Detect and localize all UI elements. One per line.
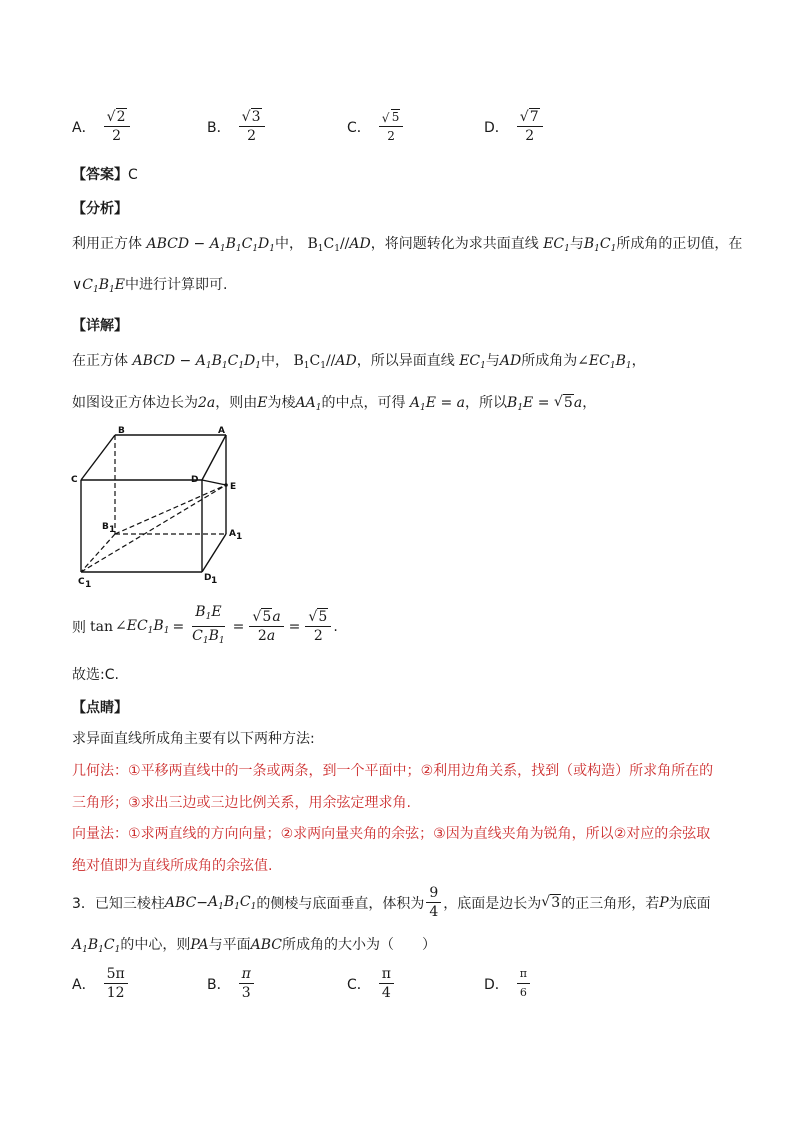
label-e: E: [230, 482, 237, 492]
detail-line-1: 在正方体 ABCD − $A_1B_1C_1D_1$中， $B_1C_1//AD$，所以异面直线 $EC_1$与AD所成角为$\angle EC_1B_1$，: [72, 353, 646, 371]
q2-option-c: C． √ $\frac{5}{2}$: [347, 108, 405, 145]
comment-line-1: 求异面直线所成角主要有以下两种方法:: [72, 731, 315, 747]
q3-option-c: C． $\frac{\pi}{4}$: [347, 965, 396, 1002]
point-e: [224, 483, 228, 487]
edge-d1-a1: [202, 534, 226, 572]
comment-line-3: 三角形；③求出三边或三边比例关系，用余弦定理求角.: [72, 795, 412, 811]
svg-text:1: 1: [236, 532, 243, 542]
analysis-line-1: 利用正方体 ABCD − $A_1B_1C_1D_1$中， $B_1C_1//AD$，将问题转化为求共面直线 $EC_1$与$B_1C_1$所成角的正切值，在: [72, 236, 743, 254]
label-d: D: [191, 475, 199, 485]
q2-option-b: B． √ $\frac{3}{2}$: [207, 108, 267, 145]
comment-tag: 【点睛】: [72, 700, 128, 716]
q3-option-b: B． $\frac{\pi}{3}$: [207, 965, 256, 1002]
edge-c-b: [81, 435, 115, 480]
label-a1: A: [229, 529, 236, 539]
detail-tag: 【详解】: [72, 318, 128, 334]
edge-d-e: [202, 480, 226, 485]
tan-formula: 则 tan $\angle EC_1B_1$ = $\frac{B_1E}{C_1B_1}$ = √ $\frac{5a}{2a}$ = √ $\frac{5}{2}$ .: [72, 603, 338, 650]
edge-b1-e-hidden: [115, 485, 226, 534]
label-c1: C: [78, 577, 85, 587]
label-c: C: [71, 475, 78, 485]
comment-line-4: 向量法：①求两直线的方向向量；②求两向量夹角的余弦；③因为直线夹角为锐角，所以②对应的余弦取: [72, 826, 711, 842]
analysis-line-2: $\vee C_1B_1E$中进行计算即可.: [72, 277, 228, 295]
q3-line-2: $A_1B_1C_1$的中心，则PA与平面ABC所成角的大小为（ ）: [72, 937, 436, 955]
q3-option-a: A． $\frac{5\pi}{12}$: [72, 965, 130, 1002]
q3-line-1: 3． 已知三棱柱 ABC − $A_1B_1C_1$ 的侧棱与底面垂直，体积为 $\frac{9}{4}$ ，底面是边长为 √ 3 的正三角形，若 P 为底面: [72, 884, 711, 921]
q2-option-d: D． √ $\frac{7}{2}$: [484, 108, 545, 145]
svg-text:1: 1: [109, 525, 116, 535]
analysis-tag: 【分析】: [72, 201, 128, 217]
label-d1: D: [204, 573, 212, 583]
label-a: A: [218, 426, 225, 436]
answer-value: C: [128, 167, 138, 183]
svg-text:1: 1: [85, 580, 92, 590]
detail-line-2: 如图设正方体边长为2a，则由E为棱$AA_1$的中点，可得 $A_1E = a$，所以$B_1E$ = √ 5a，: [72, 392, 596, 413]
edge-b1-c1-hidden: [81, 534, 115, 572]
svg-text:1: 1: [211, 576, 218, 586]
cube-figure: [66, 422, 251, 592]
edge-a-d: [202, 435, 226, 480]
label-b1: B: [102, 522, 109, 532]
answer-tag: 【答案】: [72, 167, 128, 183]
label-b: B: [118, 426, 125, 436]
q2-option-a: A． √ $\frac{2}{2}$: [72, 108, 132, 145]
comment-line-2: 几何法：①平移两直线中的一条或两条，到一个平面中；②利用边角关系，找到（或构造）所求角所在的: [72, 763, 714, 779]
comment-line-5: 绝对值即为直线所成角的余弦值.: [72, 858, 273, 874]
q3-option-d: D． $\frac{\pi}{6}$: [484, 965, 532, 1002]
choice-line: 故选:C.: [72, 667, 119, 683]
answer-line: [72, 164, 138, 184]
